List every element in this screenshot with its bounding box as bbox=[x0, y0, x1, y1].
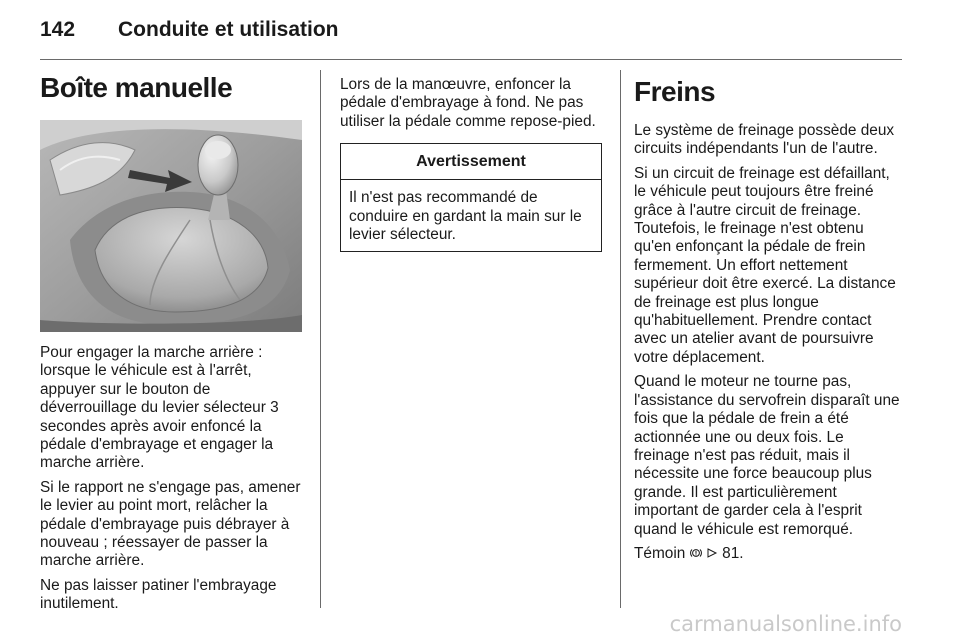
gear-lever-illustration bbox=[40, 120, 302, 332]
header-rule bbox=[40, 59, 902, 60]
reference-page-number: 81. bbox=[722, 544, 744, 562]
watermark: carmanualsonline.info bbox=[669, 612, 902, 636]
manual-gearbox-column bbox=[40, 68, 302, 620]
warning-box bbox=[340, 143, 602, 252]
page-number: 142 bbox=[40, 18, 76, 41]
paragraph: Le système de freinage possède deux circuits indépendants l'un de l'autre. bbox=[634, 122, 895, 158]
section-heading-manual-gearbox: Boîte manuelle bbox=[40, 72, 233, 103]
paragraph: Pour engager la marche arrière : lorsque le véhicule est à l'arrêt, appuyer sur le bouton de déverrouillage du levier sélecteur 3 secondes après avoir enfoncé la pédale d'embrayage et engager la marche arrière. bbox=[40, 344, 279, 472]
page-header bbox=[40, 18, 339, 50]
temoin-label: Témoin bbox=[634, 544, 686, 562]
warning-text: Il n'est pas recommandé de conduire en gardant la main sur le levier sélecteur. bbox=[349, 189, 582, 244]
gearbox-continued-column bbox=[340, 68, 602, 252]
paragraph: Lors de la manœuvre, enfoncer la pédale d'embrayage à fond. Ne pas utiliser la pédale comme repose-pied. bbox=[340, 76, 596, 130]
warning-title: Avertissement bbox=[341, 144, 601, 180]
page-reference-arrow-icon bbox=[706, 547, 718, 559]
section-heading-brakes: Freins bbox=[634, 76, 716, 107]
column-divider bbox=[320, 70, 321, 608]
brake-warning-icon bbox=[690, 547, 702, 559]
paragraph: Si le rapport ne s'engage pas, amener le levier au point mort, relâcher la pédale d'embrayage puis débrayer à nouveau ; réessayer de passer la marche arrière. bbox=[40, 478, 301, 570]
warning-light-reference bbox=[634, 545, 902, 563]
paragraph: Ne pas laisser patiner l'embrayage inutilement. bbox=[40, 576, 277, 613]
paragraph: Si un circuit de freinage est défaillant, le véhicule peut toujours être freiné grâce à l'autre circuit de freinage. Toutefois, le freinage n'est obtenu qu'en enfonçant la pédale de frein fermement. Un effort nettement supérieur doit être exercé. La distance de freinage est plus longue qu'habituellement. Prendre contact avec un atelier avant de poursuivre votre déplacement. bbox=[634, 164, 896, 366]
column-divider bbox=[620, 70, 621, 608]
brakes-column bbox=[634, 68, 902, 569]
chapter-title: Conduite et utilisation bbox=[118, 18, 339, 41]
paragraph: Quand le moteur ne tourne pas, l'assistance du servofrein disparaît une fois que la pédale de frein a été actionnée une ou deux fois. Le freinage n'est pas réduit, mais il nécessite une force beaucoup plus grande. Il est particulièrement important de garder cela à l'esprit quand le véhicule est remorqué. bbox=[634, 373, 900, 538]
